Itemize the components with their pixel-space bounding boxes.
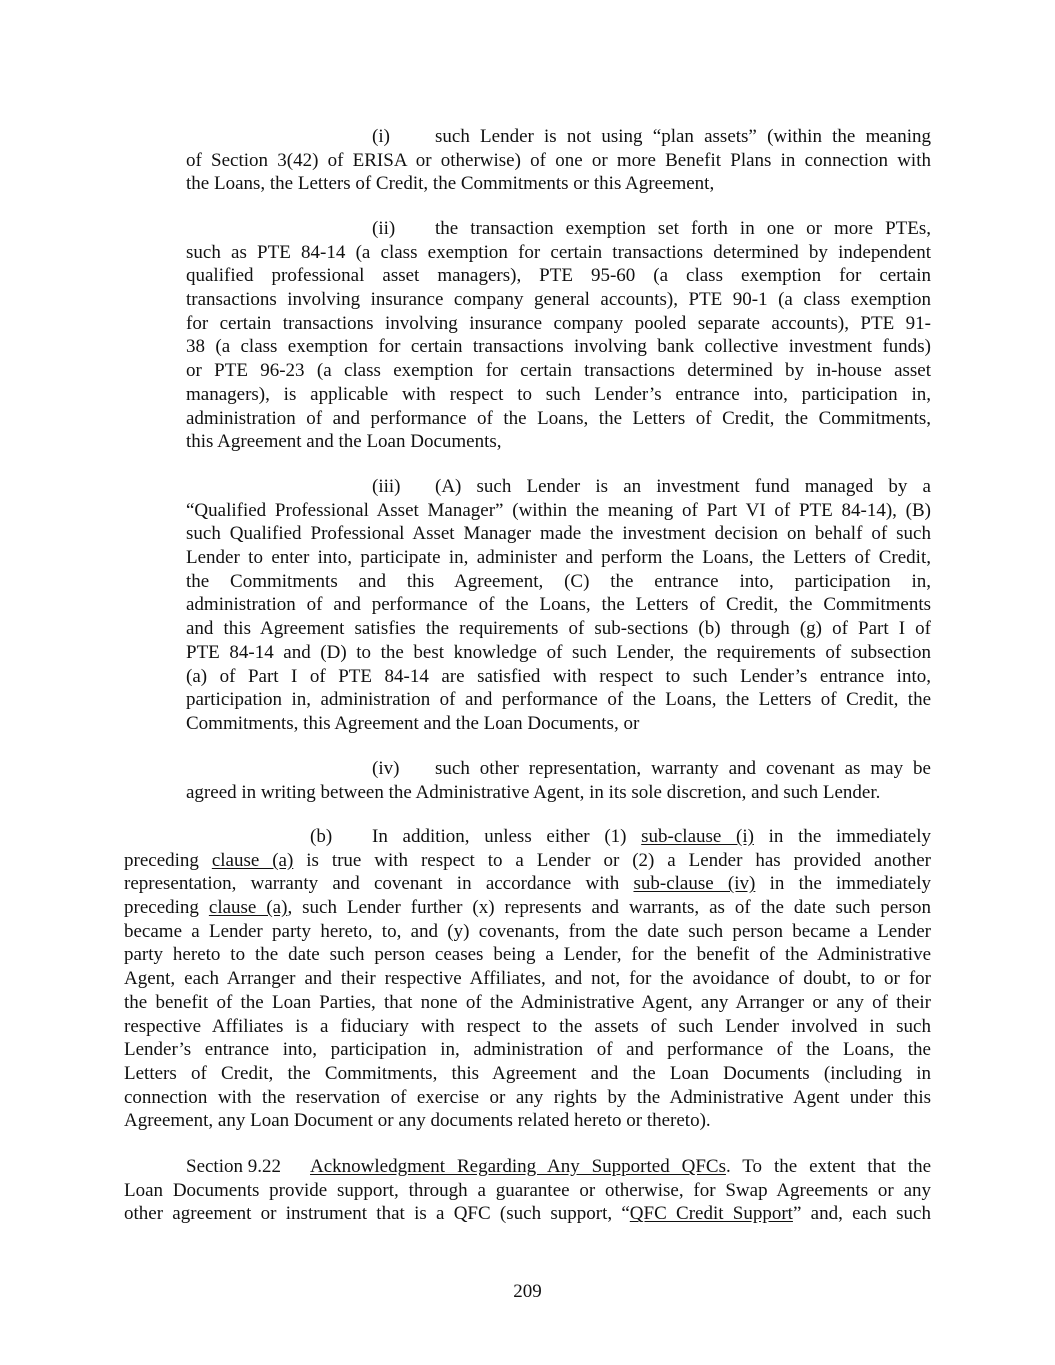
text-segment: “Qualified Professional Asset Manager” (within the meaning of Part VI of PTE 84-14), (B) [186, 499, 931, 521]
text-segment: Agent, each Arranger and their respective Affiliates, and not, for the avoidance of doubt, to or for [124, 968, 931, 990]
clause-label: (i) [372, 126, 390, 147]
text-segment: respective Affiliates is a fiduciary with respect to the assets of such Lender involved in such [124, 1015, 931, 1037]
text-line [0, 217, 1055, 241]
text-segment: Letters of Credit, the Commitments, this Agreement and the Loan Documents (including in [124, 1062, 931, 1084]
text-line [0, 943, 1055, 967]
text-line [0, 1109, 1055, 1133]
text-line [0, 335, 1055, 359]
text-segment: and this Agreement satisfies the requirements of sub-sections (b) through (g) of Part I of [186, 618, 931, 640]
text-line [0, 312, 1055, 336]
text-line [0, 1015, 1055, 1039]
text-line [0, 757, 1055, 781]
text-line [0, 546, 1055, 570]
text-segment: the Commitments and this Agreement, (C) the entrance into, participation in, [186, 570, 931, 592]
text-line [0, 641, 1055, 665]
text-line [0, 407, 1055, 431]
text-segment: became a Lender party hereto, to, and (y) covenants, from the date such person became a Lender [124, 920, 931, 942]
text-segment: managers), is applicable with respect to such Lender’s entrance into, participation in, [186, 383, 931, 405]
text-line [0, 920, 1055, 944]
paragraph-clause-ii [0, 217, 1055, 454]
text-segment: transactions involving insurance company general accounts), PTE 90-1 (a class exemption [186, 289, 931, 311]
text-segment: Agreement, any Loan Document or any documents related hereto or thereto). [124, 1110, 711, 1132]
text-segment: In addition, unless either (1) [372, 826, 642, 847]
text-segment: Lender to enter into, participate in, administer and perform the Loans, the Letters of Credit, [186, 547, 931, 569]
text-segment: the transaction exemption set forth in one or more PTEs, [435, 218, 931, 239]
text-segment: ” and, each such [792, 1203, 931, 1225]
text-segment: administration of and performance of the Loans, the Letters of Credit, the Commitments, [186, 407, 931, 429]
text-segment: Loan Documents provide support, through a guarantee or otherwise, for Swap Agreements or any [124, 1179, 931, 1201]
page-number: 209 [513, 1281, 542, 1302]
text-line [0, 688, 1055, 712]
text-line [0, 264, 1055, 288]
text-line [0, 499, 1055, 523]
text-line [0, 665, 1055, 689]
cross-reference-link[interactable]: QFC Credit Support [629, 1203, 793, 1225]
text-segment: party hereto to the date such person ceases being a Lender, for the benefit of the Administrative [124, 944, 931, 966]
text-line [0, 593, 1055, 617]
paragraph-clause-iv [0, 757, 1055, 804]
text-segment: the Loans, the Letters of Credit, the Commitments or this Agreement, [186, 173, 715, 195]
clause-label: (iii) [372, 476, 401, 497]
text-line [0, 1202, 1055, 1226]
text-line [0, 712, 1055, 736]
text-segment: is true with respect to a Lender or (2) a Lender has provided another [293, 849, 931, 871]
text-segment: other agreement or instrument that is a QFC (such support, “ [124, 1203, 630, 1225]
text-line [0, 849, 1055, 873]
text-segment: (A) such Lender is an investment fund managed by a [435, 476, 931, 497]
text-line [0, 288, 1055, 312]
cross-reference-link[interactable]: clause (a) [208, 897, 288, 919]
text-segment: participation in, administration of and performance of the Loans, the Letters of Credit, the [186, 689, 931, 711]
text-segment: such Qualified Professional Asset Manager made the investment decision on behalf of such [186, 523, 931, 545]
cross-reference-link[interactable]: clause (a) [211, 849, 294, 871]
clause-label: (b) [310, 826, 333, 847]
text-line [0, 475, 1055, 499]
text-segment: the benefit of the Loan Parties, that none of the Administrative Agent, any Arranger or any of their [124, 991, 931, 1013]
text-line [0, 570, 1055, 594]
text-segment: in the immediately [753, 826, 931, 847]
text-line [0, 430, 1055, 454]
text-line [0, 1038, 1055, 1062]
text-line [0, 1155, 1055, 1179]
text-segment: such as PTE 84-14 (a class exemption for certain transactions determined by independent [186, 241, 931, 263]
text-line [0, 1086, 1055, 1110]
text-segment: preceding [124, 897, 209, 919]
cross-reference-link[interactable]: sub-clause (i) [641, 826, 754, 847]
text-segment: Commitments, this Agreement and the Loan Documents, or [186, 712, 640, 734]
text-line [0, 825, 1055, 849]
text-segment: or PTE 96-23 (a class exemption for certain transactions determined by in-house asset [186, 360, 931, 382]
text-segment: qualified professional asset managers), PTE 95-60 (a class exemption for certain [186, 265, 931, 287]
text-line [0, 896, 1055, 920]
text-line [0, 383, 1055, 407]
text-line [0, 781, 1055, 805]
text-segment: (a) of Part I of PTE 84-14 are satisfied with respect to such Lender’s entrance into, [186, 665, 931, 687]
text-segment: of Section 3(42) of ERISA or otherwise) of one or more Benefit Plans in connection with [186, 149, 931, 171]
text-segment: representation, warranty and covenant in accordance with [124, 873, 634, 895]
text-line [0, 1179, 1055, 1203]
text-segment: administration of and performance of the Loans, the Letters of Credit, the Commitments [186, 594, 931, 616]
text-line [0, 522, 1055, 546]
paragraph-clause-b [0, 825, 1055, 1133]
text-segment: , such Lender further (x) represents and warrants, as of the date such person [287, 897, 931, 919]
text-segment: agreed in writing between the Administrative Agent, in its sole discretion, and such Lender. [186, 781, 881, 803]
paragraph-clause-i [0, 125, 1055, 196]
text-segment: . To the extent that the [725, 1156, 931, 1177]
text-line [0, 149, 1055, 173]
text-segment: preceding [124, 849, 212, 871]
text-line [0, 617, 1055, 641]
text-segment: Lender’s entrance into, participation in, administration of and performance of the Loans, the [124, 1039, 931, 1061]
clause-label: (iv) [372, 758, 400, 779]
text-line [0, 125, 1055, 149]
cross-reference-link[interactable]: sub-clause (iv) [633, 873, 756, 895]
text-line [0, 991, 1055, 1015]
text-segment: connection with the reservation of exercise or any rights by the Administrative Agent under this [124, 1086, 931, 1108]
text-line [0, 172, 1055, 196]
paragraph-clause-iii [0, 475, 1055, 736]
text-segment: such other representation, warranty and covenant as may be [435, 758, 931, 779]
text-line [0, 241, 1055, 265]
text-segment: in the immediately [755, 873, 931, 895]
text-segment: for certain transactions involving insurance company pooled separate accounts), PTE 91- [186, 312, 931, 334]
text-line [0, 872, 1055, 896]
text-line [0, 1062, 1055, 1086]
text-line [0, 967, 1055, 991]
text-line [0, 359, 1055, 383]
text-segment: such Lender is not using “plan assets” (within the meaning [435, 126, 931, 147]
text-segment: this Agreement and the Loan Documents, [186, 431, 502, 453]
text-segment: 38 (a class exemption for certain transactions involving bank collective investment funds) [186, 336, 931, 358]
clause-label: (ii) [372, 218, 396, 239]
paragraph-section-9-22 [0, 1155, 1055, 1226]
clause-label: Section 9.22 [186, 1156, 281, 1177]
cross-reference-link[interactable]: Acknowledgment Regarding Any Supported QFCs [310, 1156, 726, 1177]
text-segment: PTE 84-14 and (D) to the best knowledge of such Lender, the requirements of subsection [186, 641, 931, 663]
